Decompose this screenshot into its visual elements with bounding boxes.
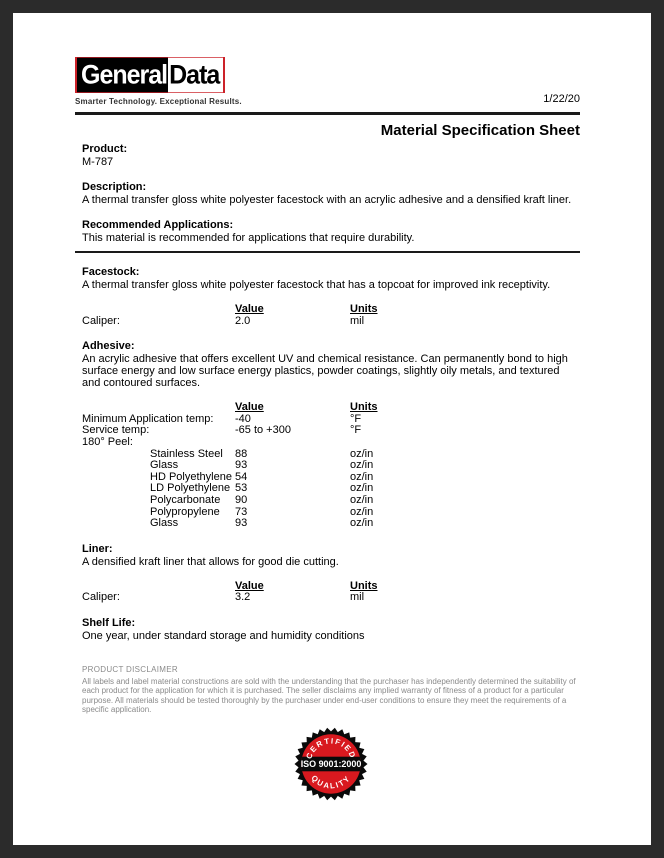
units-column-header: Units bbox=[350, 303, 378, 315]
spec-value: -40 bbox=[235, 412, 251, 425]
disclaimer-text: All labels and label material constructions are sold with the understanding that the purchaser has independently determined the suitability of each product for the application for which it is purchased. The seller disclaims any implied warranty of fitness of a product for a particular purpose. All materials should be tested thoroughly by the purchaser under end-user conditions to ensure they meet the requirements of a specific application. bbox=[82, 676, 576, 715]
spec-units: °F bbox=[350, 412, 362, 425]
spec-label: Glass bbox=[150, 459, 179, 472]
facestock-text: A thermal transfer gloss white polyester facestock that has a topcoat for improved ink receptivity. bbox=[82, 279, 551, 291]
spec-label: HD Polyethylene bbox=[150, 470, 232, 483]
spec-label: Polycarbonate bbox=[150, 493, 221, 506]
recommended-applications-heading: Recommended Applications: bbox=[82, 219, 234, 231]
section-divider bbox=[75, 251, 580, 253]
spec-label: Caliper: bbox=[82, 314, 120, 327]
description-heading: Description: bbox=[82, 181, 147, 193]
product-heading: Product: bbox=[82, 143, 128, 155]
document-header bbox=[75, 57, 580, 106]
table-row bbox=[82, 316, 580, 328]
table-row bbox=[82, 414, 580, 426]
spec-value: -65 to +300 bbox=[235, 424, 291, 437]
spec-value bbox=[235, 437, 350, 449]
product-value: M-787 bbox=[82, 156, 114, 168]
table-header-row bbox=[82, 304, 580, 316]
shelf-life-text: One year, under standard storage and humidity conditions bbox=[82, 629, 365, 642]
liner-text: A densified kraft liner that allows for good die cutting. bbox=[82, 555, 339, 568]
iso-certified-badge bbox=[82, 727, 580, 804]
spec-units: mil bbox=[350, 314, 365, 327]
value-column-header: Value bbox=[235, 579, 264, 592]
page-title: Material Specification Sheet bbox=[380, 122, 580, 139]
liner-spec-table bbox=[82, 581, 580, 604]
document-content bbox=[82, 143, 580, 244]
adhesive-spec-table bbox=[82, 402, 580, 530]
document-date: 1/22/20 bbox=[543, 93, 580, 105]
units-column-header: Units bbox=[350, 579, 378, 592]
logo-tagline: Smarter Technology. Exceptional Results. bbox=[75, 97, 242, 106]
adhesive-heading: Adhesive: bbox=[82, 340, 135, 353]
document-content-lower bbox=[82, 266, 580, 804]
general-data-logo bbox=[75, 57, 225, 93]
table-row bbox=[82, 437, 580, 449]
spec-value: 53 bbox=[235, 482, 248, 495]
spec-value: 2.0 bbox=[235, 314, 251, 327]
value-column-header: Value bbox=[235, 401, 264, 414]
adhesive-text: An acrylic adhesive that offers excellent UV and chemical resistance. Can permanently bond to high surface energy and low surface energy plastics, powder coatings, slightly oily metals, and textured and contoured surfaces. bbox=[82, 353, 568, 390]
logo-word-data: Data bbox=[168, 58, 223, 93]
spec-value: 93 bbox=[235, 459, 248, 472]
value-column-header: Value bbox=[235, 303, 264, 315]
spec-label: Service temp: bbox=[82, 424, 150, 437]
facestock-spec-table bbox=[82, 304, 580, 327]
spec-units: oz/in bbox=[350, 517, 374, 530]
recommended-applications-text: This material is recommended for applications that require durability. bbox=[82, 232, 415, 244]
iso-badge-icon bbox=[294, 727, 368, 801]
badge-top-text: CERTIFIED bbox=[304, 736, 358, 761]
facestock-heading: Facestock: bbox=[82, 266, 140, 278]
table-row bbox=[82, 495, 580, 507]
units-column-header: Units bbox=[350, 401, 378, 414]
spec-value: 73 bbox=[235, 505, 248, 518]
spec-label: LD Polyethylene bbox=[150, 482, 231, 495]
table-header-row bbox=[82, 581, 580, 593]
spec-label: Caliper: bbox=[82, 591, 120, 604]
spec-units: oz/in bbox=[350, 447, 374, 460]
spec-units: oz/in bbox=[350, 505, 374, 518]
spec-value: 93 bbox=[235, 517, 248, 530]
liner-heading: Liner: bbox=[82, 542, 113, 555]
table-row bbox=[82, 592, 580, 604]
description-text: A thermal transfer gloss white polyester facestock with an acrylic adhesive and a densified kraft liner. bbox=[82, 194, 572, 206]
document-page bbox=[13, 13, 651, 845]
badge-bottom-text: QUALITY bbox=[309, 773, 353, 791]
product-disclaimer bbox=[82, 665, 580, 715]
spec-units: mil bbox=[350, 591, 365, 604]
shelf-life-heading: Shelf Life: bbox=[82, 616, 136, 629]
spec-units: oz/in bbox=[350, 493, 374, 506]
spec-value: 90 bbox=[235, 493, 248, 506]
spec-label: 180° Peel: bbox=[82, 435, 133, 448]
disclaimer-title: PRODUCT DISCLAIMER bbox=[82, 664, 178, 674]
spec-units: oz/in bbox=[350, 459, 374, 472]
header-divider bbox=[75, 112, 580, 115]
table-row bbox=[82, 518, 580, 530]
spec-units: oz/in bbox=[350, 482, 374, 495]
table-row bbox=[82, 425, 580, 437]
spec-value: 54 bbox=[235, 470, 248, 483]
spec-value: 88 bbox=[235, 447, 248, 460]
spec-value: 3.2 bbox=[235, 591, 251, 604]
spec-label: Stainless Steel bbox=[150, 447, 223, 460]
logo-word-general: General bbox=[77, 58, 168, 93]
spec-units: °F bbox=[350, 424, 362, 437]
spec-label: Polypropylene bbox=[150, 505, 220, 518]
table-row bbox=[82, 460, 580, 472]
spec-label: Glass bbox=[150, 517, 179, 530]
spec-units: oz/in bbox=[350, 470, 374, 483]
spec-units bbox=[350, 437, 580, 449]
spec-label: Minimum Application temp: bbox=[82, 412, 214, 425]
badge-center-text: ISO 9001:2000 bbox=[300, 759, 362, 770]
